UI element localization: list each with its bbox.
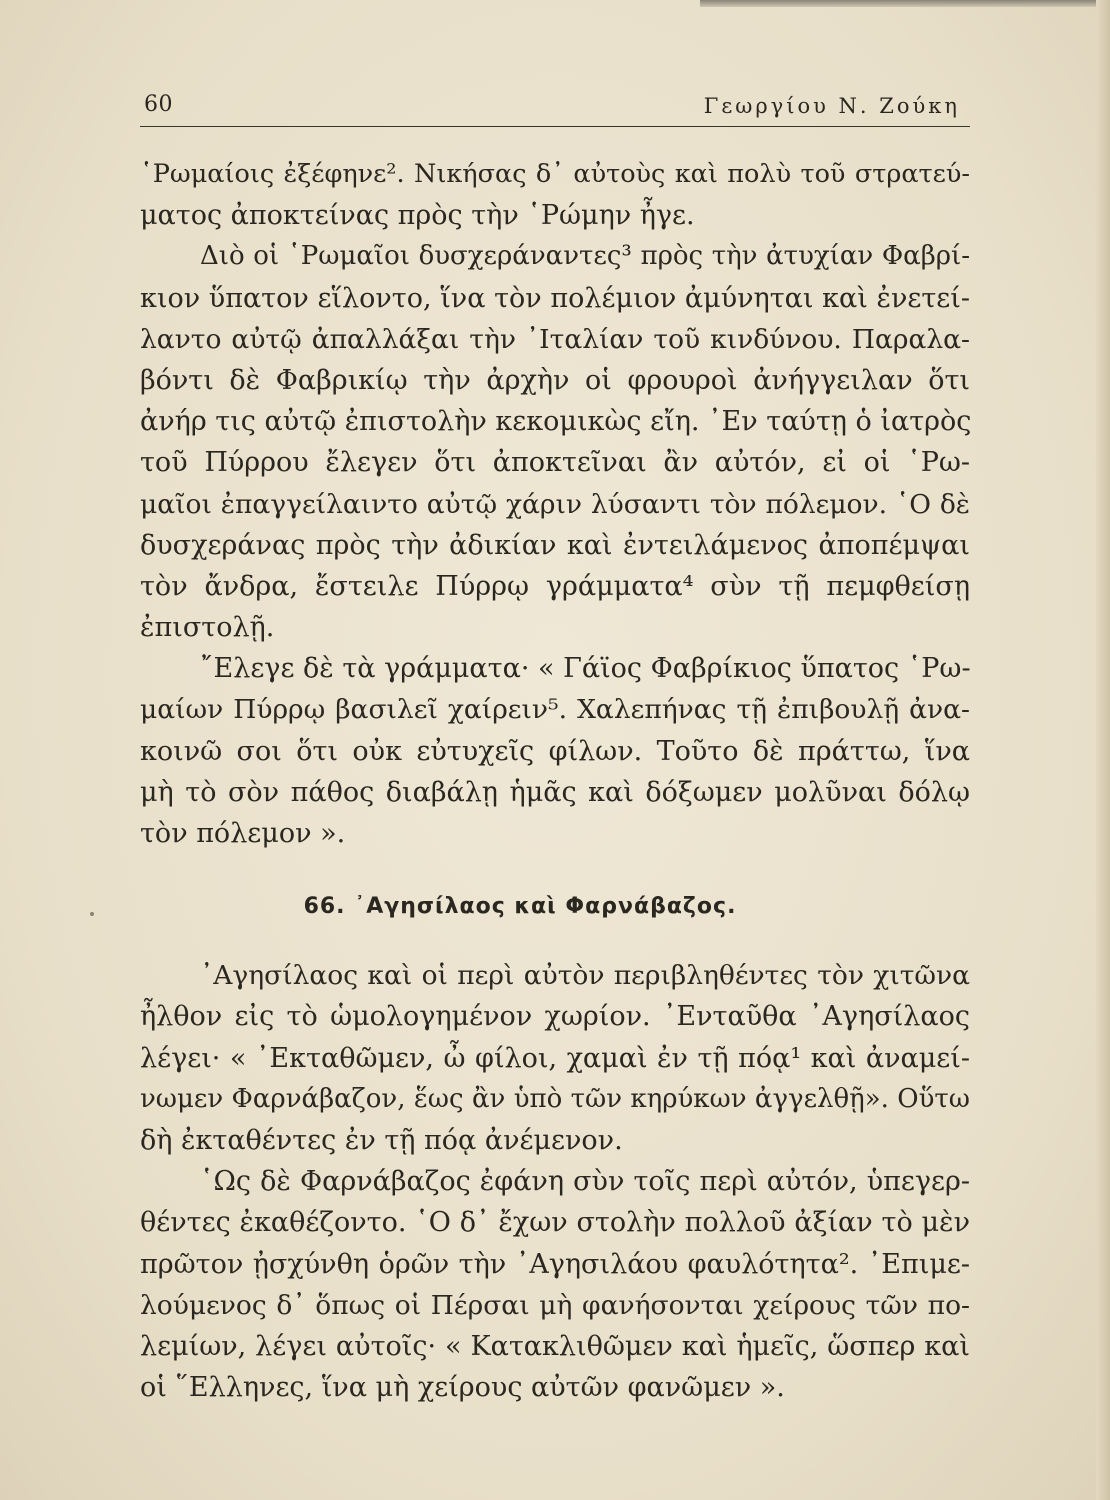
text-line: πρῶτον ᾐσχύνθη ὁρῶν τὴν ᾽Αγησιλάου φαυλότητα². ᾽Επιμε-: [140, 1248, 970, 1280]
text-line: μὴ τὸ σὸν πάθος διαβάλῃ ἡμᾶς καὶ δόξωμεν μολῦναι δόλῳ: [140, 776, 970, 808]
text-line: κιον ὕπατον εἵλοντο, ἵνα τὸν πολέμιον ἀμύνηται καὶ ἐνετεί-: [140, 282, 970, 314]
page-number: 60: [144, 92, 173, 117]
text-line: τοῦ Πύρρου ἔλεγεν ὅτι ἀποκτεῖναι ἂν αὐτόν, εἰ οἱ ῾Ρω-: [140, 447, 970, 479]
text-line: ἦλθον εἰς τὸ ὡμολογημένον χωρίον. ᾽Ενταῦθα ᾽Αγησίλαος: [140, 1001, 970, 1033]
text-line: τὸν ἄνδρα, ἔστειλε Πύρρῳ γράμματα⁴ σὺν τῇ πεμφθείσῃ: [140, 570, 970, 602]
text-line: ῾Ρωμαίοις ἐξέφηνε². Νικήσας δ᾽ αὐτοὺς καὶ πολὺ τοῦ στρατεύ-: [140, 159, 970, 189]
running-head: Γεωργίου Ν. Ζούκη: [703, 94, 960, 118]
text-line: λέγει· « ᾽Εκταθῶμεν, ὦ φίλοι, χαμαὶ ἐν τῇ πόᾳ¹ καὶ ἀναμεί-: [140, 1042, 970, 1074]
text-line: θέντες ἐκαθέζοντο. ῾Ο δ᾽ ἔχων στολὴν πολλοῦ ἀξίαν τὸ μὲν: [140, 1207, 970, 1239]
text-line: λεμίων, λέγει αὐτοῖς· « Κατακλιθῶμεν καὶ ἡμεῖς, ὥσπερ καὶ: [140, 1330, 970, 1362]
text-line: ματος ἀποκτείνας πρὸς τὴν ῾Ρώμην ἦγε.: [140, 200, 695, 232]
text-line: ῾Ως δὲ Φαρνάβαζος ἐφάνη σὺν τοῖς περὶ αὐτόν, ὑπεγερ-: [200, 1166, 970, 1198]
text-line: δυσχεράνας πρὸς τὴν ἀδικίαν καὶ ἐντειλάμενος ἀποπέμψαι: [140, 529, 970, 561]
text-line: δὴ ἐκταθέντες ἐν τῇ πόᾳ ἀνέμενον.: [140, 1124, 623, 1156]
text-line: ἐπιστολῇ.: [140, 612, 275, 644]
text-line: Διὸ οἱ ῾Ρωμαῖοι δυσχεράναντες³ πρὸς τὴν ἀτυχίαν Φαβρί-: [200, 241, 970, 272]
text-line: μαῖοι ἐπαγγείλαιντο αὐτῷ χάριν λύσαντι τὸν πόλεμον. ῾Ο δὲ: [140, 488, 970, 520]
text-line: ἀνήρ τις αὐτῷ ἐπιστολὴν κεκομικὼς εἴη. ᾽Εν ταύτῃ ὁ ἰατρὸς: [140, 406, 972, 438]
text-line: ῎Ελεγε δὲ τὰ γράμματα· « Γάϊος Φαβρίκιος ὕπατος ῾Ρω-: [200, 653, 971, 685]
text-line: ᾽Αγησίλαος καὶ οἱ περὶ αὐτὸν περιβληθέντες τὸν χιτῶνα: [200, 960, 970, 992]
page-header: [140, 92, 970, 127]
margin-mark: [90, 912, 94, 916]
page-top-edge: [700, 0, 1110, 7]
text-line: βόντι δὲ Φαβρικίῳ τὴν ἀρχὴν οἱ φρουροὶ ἀνήγγειλαν ὅτι: [140, 364, 970, 396]
text-line: λούμενος δ᾽ ὅπως οἱ Πέρσαι μὴ φανήσονται χείρους τῶν πο-: [140, 1289, 970, 1321]
text-line: λαντο αὐτῷ ἀπαλλάξαι τὴν ᾽Ιταλίαν τοῦ κινδύνου. Παραλα-: [140, 323, 970, 355]
text-line: τὸν πόλεμον ».: [140, 818, 346, 849]
text-line: οἱ ῞Ελληνες, ἵνα μὴ χείρους αὐτῶν φανῶμεν ».: [140, 1372, 785, 1404]
body-text: [140, 154, 970, 1408]
text-line: νωμεν Φαρνάβαζον, ἕως ἂν ὑπὸ τῶν κηρύκων ἀγγελθῇ». Οὕτω: [140, 1083, 970, 1114]
text-line: κοινῶ σοι ὅτι οὐκ εὐτυχεῖς φίλων. Τοῦτο δὲ πράττω, ἵνα: [140, 735, 970, 767]
page-right-edge: [1096, 0, 1110, 1500]
text-line: μαίων Πύρρῳ βασιλεῖ χαίρειν⁵. Χαλεπήνας τῇ ἐπιβουλῇ ἀνα-: [140, 694, 970, 726]
section-heading: 66. ᾽Αγησίλαος καὶ Φαρνάβαζος.: [303, 894, 737, 920]
